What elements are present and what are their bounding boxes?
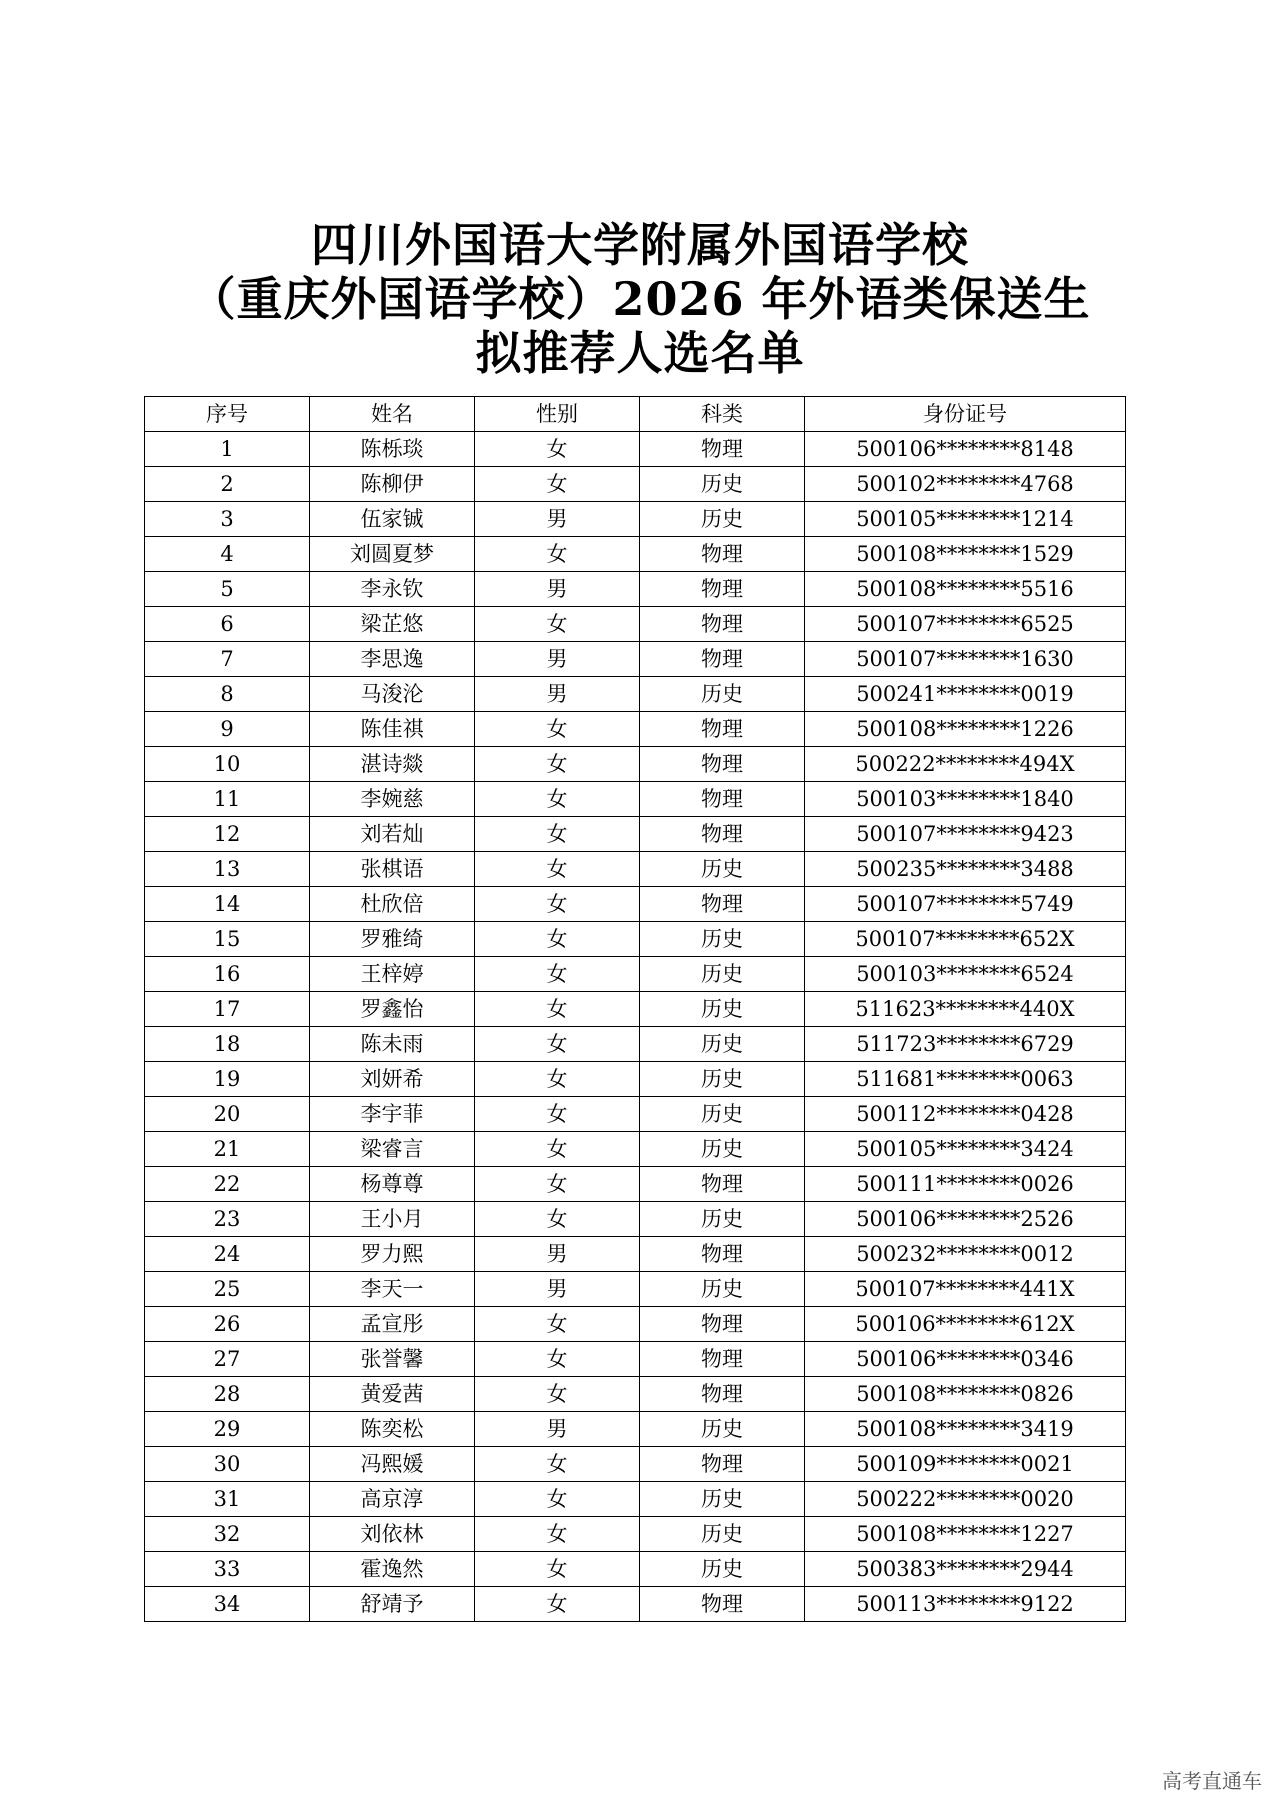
cell-subject: 历史: [640, 502, 805, 537]
cell-index: 19: [145, 1062, 310, 1097]
cell-gender: 女: [475, 1447, 640, 1482]
cell-gender: 女: [475, 1062, 640, 1097]
table-row: [145, 922, 1126, 957]
cell-subject: 物理: [640, 1377, 805, 1412]
cell-index: 27: [145, 1342, 310, 1377]
cell-index: 16: [145, 957, 310, 992]
cell-gender: 女: [475, 1097, 640, 1132]
title-line-1: 四川外国语大学附属外国语学校: [311, 218, 969, 272]
cell-gender: 女: [475, 432, 640, 467]
cell-subject: 历史: [640, 957, 805, 992]
cell-subject: 物理: [640, 712, 805, 747]
cell-subject: 历史: [640, 1062, 805, 1097]
table-row: [145, 1587, 1126, 1622]
cell-gender: 女: [475, 922, 640, 957]
cell-index: 31: [145, 1482, 310, 1517]
cell-subject: 物理: [640, 1237, 805, 1272]
cell-name: 马浚沦: [310, 677, 475, 712]
cell-name: 霍逸然: [310, 1552, 475, 1587]
cell-subject: 历史: [640, 852, 805, 887]
cell-index: 3: [145, 502, 310, 537]
cell-name: 李思逸: [310, 642, 475, 677]
cell-gender: 女: [475, 1202, 640, 1237]
cell-id-number: 500108********1227: [805, 1517, 1126, 1552]
cell-gender: 女: [475, 1307, 640, 1342]
cell-index: 4: [145, 537, 310, 572]
cell-index: 25: [145, 1272, 310, 1307]
cell-subject: 历史: [640, 1097, 805, 1132]
table-row: [145, 467, 1126, 502]
cell-gender: 男: [475, 1272, 640, 1307]
cell-gender: 女: [475, 537, 640, 572]
cell-index: 10: [145, 747, 310, 782]
cell-name: 刘若灿: [310, 817, 475, 852]
table-row: [145, 1517, 1126, 1552]
cell-id-number: 500103********1840: [805, 782, 1126, 817]
cell-gender: 女: [475, 992, 640, 1027]
cell-gender: 女: [475, 887, 640, 922]
cell-subject: 物理: [640, 537, 805, 572]
cell-name: 陈栎琰: [310, 432, 475, 467]
table-row: [145, 957, 1126, 992]
cell-name: 陈奕松: [310, 1412, 475, 1447]
cell-index: 32: [145, 1517, 310, 1552]
cell-gender: 男: [475, 572, 640, 607]
table-row: [145, 572, 1126, 607]
cell-index: 2: [145, 467, 310, 502]
cell-name: 李婉慈: [310, 782, 475, 817]
cell-name: 罗雅绮: [310, 922, 475, 957]
header-gender: 性别: [475, 397, 640, 432]
table-row: [145, 1412, 1126, 1447]
cell-gender: 女: [475, 712, 640, 747]
cell-id-number: 500112********0428: [805, 1097, 1126, 1132]
cell-name: 陈未雨: [310, 1027, 475, 1062]
table-row: [145, 642, 1126, 677]
table-row: [145, 782, 1126, 817]
cell-index: 9: [145, 712, 310, 747]
cell-name: 张棋语: [310, 852, 475, 887]
cell-gender: 女: [475, 957, 640, 992]
title-line-2: （重庆外国语学校）2026 年外语类保送生: [189, 272, 1091, 326]
cell-subject: 历史: [640, 1552, 805, 1587]
table-row: [145, 712, 1126, 747]
cell-index: 15: [145, 922, 310, 957]
cell-subject: 历史: [640, 922, 805, 957]
cell-name: 高京淳: [310, 1482, 475, 1517]
cell-id-number: 500108********3419: [805, 1412, 1126, 1447]
table-row: [145, 1447, 1126, 1482]
cell-id-number: 500107********6525: [805, 607, 1126, 642]
cell-id-number: 500383********2944: [805, 1552, 1126, 1587]
cell-subject: 物理: [640, 1447, 805, 1482]
table-row: [145, 1482, 1126, 1517]
cell-index: 13: [145, 852, 310, 887]
cell-index: 33: [145, 1552, 310, 1587]
cell-subject: 物理: [640, 782, 805, 817]
table-row: [145, 1272, 1126, 1307]
table-row: [145, 817, 1126, 852]
cell-name: 刘妍希: [310, 1062, 475, 1097]
header-id-number: 身份证号: [805, 397, 1126, 432]
table-row: [145, 502, 1126, 537]
cell-index: 21: [145, 1132, 310, 1167]
table-row: [145, 1342, 1126, 1377]
cell-id-number: 511681********0063: [805, 1062, 1126, 1097]
cell-name: 伍家铖: [310, 502, 475, 537]
table-body: [145, 432, 1126, 1622]
table-row: [145, 1377, 1126, 1412]
cell-id-number: 500106********2526: [805, 1202, 1126, 1237]
cell-name: 李宇菲: [310, 1097, 475, 1132]
cell-subject: 物理: [640, 1167, 805, 1202]
candidate-table: [144, 396, 1126, 1622]
cell-subject: 历史: [640, 1132, 805, 1167]
cell-gender: 女: [475, 1027, 640, 1062]
table-row: [145, 1167, 1126, 1202]
cell-id-number: 500108********5516: [805, 572, 1126, 607]
document-title: [0, 218, 1280, 380]
cell-subject: 物理: [640, 747, 805, 782]
cell-gender: 女: [475, 1342, 640, 1377]
table-row: [145, 1307, 1126, 1342]
cell-name: 刘依林: [310, 1517, 475, 1552]
cell-id-number: 500113********9122: [805, 1587, 1126, 1622]
cell-name: 梁芷悠: [310, 607, 475, 642]
table-row: [145, 1097, 1126, 1132]
cell-id-number: 500107********441X: [805, 1272, 1126, 1307]
cell-id-number: 511623********440X: [805, 992, 1126, 1027]
cell-gender: 女: [475, 852, 640, 887]
cell-index: 7: [145, 642, 310, 677]
table-row: [145, 1027, 1126, 1062]
cell-gender: 女: [475, 607, 640, 642]
cell-gender: 男: [475, 502, 640, 537]
cell-id-number: 500222********0020: [805, 1482, 1126, 1517]
cell-id-number: 500107********5749: [805, 887, 1126, 922]
cell-subject: 历史: [640, 1202, 805, 1237]
cell-index: 17: [145, 992, 310, 1027]
cell-id-number: 500105********1214: [805, 502, 1126, 537]
table-row: [145, 1132, 1126, 1167]
cell-index: 12: [145, 817, 310, 852]
watermark: 高考直通车: [1162, 1769, 1262, 1793]
cell-subject: 物理: [640, 1307, 805, 1342]
cell-subject: 物理: [640, 432, 805, 467]
cell-subject: 物理: [640, 887, 805, 922]
cell-name: 杨尊尊: [310, 1167, 475, 1202]
cell-index: 28: [145, 1377, 310, 1412]
header-index: 序号: [145, 397, 310, 432]
cell-name: 梁睿言: [310, 1132, 475, 1167]
cell-id-number: 500222********494X: [805, 747, 1126, 782]
cell-index: 23: [145, 1202, 310, 1237]
table-row: [145, 607, 1126, 642]
cell-index: 11: [145, 782, 310, 817]
cell-name: 陈佳祺: [310, 712, 475, 747]
cell-gender: 女: [475, 782, 640, 817]
cell-subject: 物理: [640, 1342, 805, 1377]
cell-id-number: 500106********612X: [805, 1307, 1126, 1342]
cell-index: 34: [145, 1587, 310, 1622]
cell-gender: 女: [475, 467, 640, 502]
cell-id-number: 500107********9423: [805, 817, 1126, 852]
cell-index: 22: [145, 1167, 310, 1202]
cell-index: 5: [145, 572, 310, 607]
table-row: [145, 537, 1126, 572]
cell-index: 1: [145, 432, 310, 467]
cell-name: 湛诗燚: [310, 747, 475, 782]
cell-id-number: 500102********4768: [805, 467, 1126, 502]
cell-gender: 女: [475, 1377, 640, 1412]
cell-gender: 女: [475, 1167, 640, 1202]
table-row: [145, 1552, 1126, 1587]
cell-gender: 女: [475, 1587, 640, 1622]
cell-name: 刘圆夏梦: [310, 537, 475, 572]
table-row: [145, 1202, 1126, 1237]
cell-subject: 物理: [640, 817, 805, 852]
table-row: [145, 992, 1126, 1027]
cell-id-number: 500108********1529: [805, 537, 1126, 572]
cell-id-number: 500232********0012: [805, 1237, 1126, 1272]
cell-gender: 女: [475, 1482, 640, 1517]
cell-id-number: 500111********0026: [805, 1167, 1126, 1202]
cell-name: 舒靖予: [310, 1587, 475, 1622]
cell-subject: 历史: [640, 677, 805, 712]
cell-id-number: 500109********0021: [805, 1447, 1126, 1482]
cell-name: 冯熙媛: [310, 1447, 475, 1482]
cell-id-number: 500105********3424: [805, 1132, 1126, 1167]
cell-gender: 男: [475, 1412, 640, 1447]
cell-name: 陈柳伊: [310, 467, 475, 502]
cell-subject: 历史: [640, 992, 805, 1027]
cell-subject: 历史: [640, 1272, 805, 1307]
cell-name: 罗力熙: [310, 1237, 475, 1272]
cell-id-number: 500106********0346: [805, 1342, 1126, 1377]
cell-name: 王梓婷: [310, 957, 475, 992]
cell-subject: 历史: [640, 467, 805, 502]
cell-index: 20: [145, 1097, 310, 1132]
cell-index: 14: [145, 887, 310, 922]
cell-gender: 男: [475, 642, 640, 677]
cell-index: 8: [145, 677, 310, 712]
cell-name: 王小月: [310, 1202, 475, 1237]
table-row: [145, 677, 1126, 712]
cell-subject: 历史: [640, 1412, 805, 1447]
table-row: [145, 852, 1126, 887]
cell-subject: 物理: [640, 572, 805, 607]
cell-gender: 女: [475, 1552, 640, 1587]
table-row: [145, 747, 1126, 782]
cell-id-number: 500106********8148: [805, 432, 1126, 467]
cell-gender: 女: [475, 1517, 640, 1552]
cell-index: 18: [145, 1027, 310, 1062]
cell-subject: 历史: [640, 1517, 805, 1552]
cell-index: 6: [145, 607, 310, 642]
cell-name: 张誉馨: [310, 1342, 475, 1377]
cell-subject: 物理: [640, 607, 805, 642]
cell-index: 24: [145, 1237, 310, 1272]
table-header-row: [145, 397, 1126, 432]
cell-subject: 历史: [640, 1482, 805, 1517]
cell-index: 29: [145, 1412, 310, 1447]
table-row: [145, 1062, 1126, 1097]
cell-gender: 女: [475, 1132, 640, 1167]
cell-id-number: 500103********6524: [805, 957, 1126, 992]
cell-gender: 女: [475, 817, 640, 852]
header-name: 姓名: [310, 397, 475, 432]
header-subject: 科类: [640, 397, 805, 432]
cell-id-number: 500108********0826: [805, 1377, 1126, 1412]
table-row: [145, 432, 1126, 467]
cell-name: 罗鑫怡: [310, 992, 475, 1027]
cell-index: 30: [145, 1447, 310, 1482]
cell-gender: 男: [475, 677, 640, 712]
cell-subject: 物理: [640, 642, 805, 677]
cell-name: 孟宣彤: [310, 1307, 475, 1342]
cell-id-number: 500107********1630: [805, 642, 1126, 677]
cell-id-number: 500235********3488: [805, 852, 1126, 887]
cell-id-number: 500107********652X: [805, 922, 1126, 957]
cell-name: 黄爱茜: [310, 1377, 475, 1412]
title-line-3: 拟推荐人选名单: [475, 326, 805, 380]
cell-id-number: 500108********1226: [805, 712, 1126, 747]
table-row: [145, 1237, 1126, 1272]
cell-index: 26: [145, 1307, 310, 1342]
table-row: [145, 887, 1126, 922]
cell-subject: 物理: [640, 1587, 805, 1622]
cell-name: 李永钦: [310, 572, 475, 607]
cell-subject: 历史: [640, 1027, 805, 1062]
cell-name: 李天一: [310, 1272, 475, 1307]
cell-id-number: 500241********0019: [805, 677, 1126, 712]
cell-gender: 女: [475, 747, 640, 782]
cell-id-number: 511723********6729: [805, 1027, 1126, 1062]
cell-gender: 男: [475, 1237, 640, 1272]
cell-name: 杜欣倍: [310, 887, 475, 922]
